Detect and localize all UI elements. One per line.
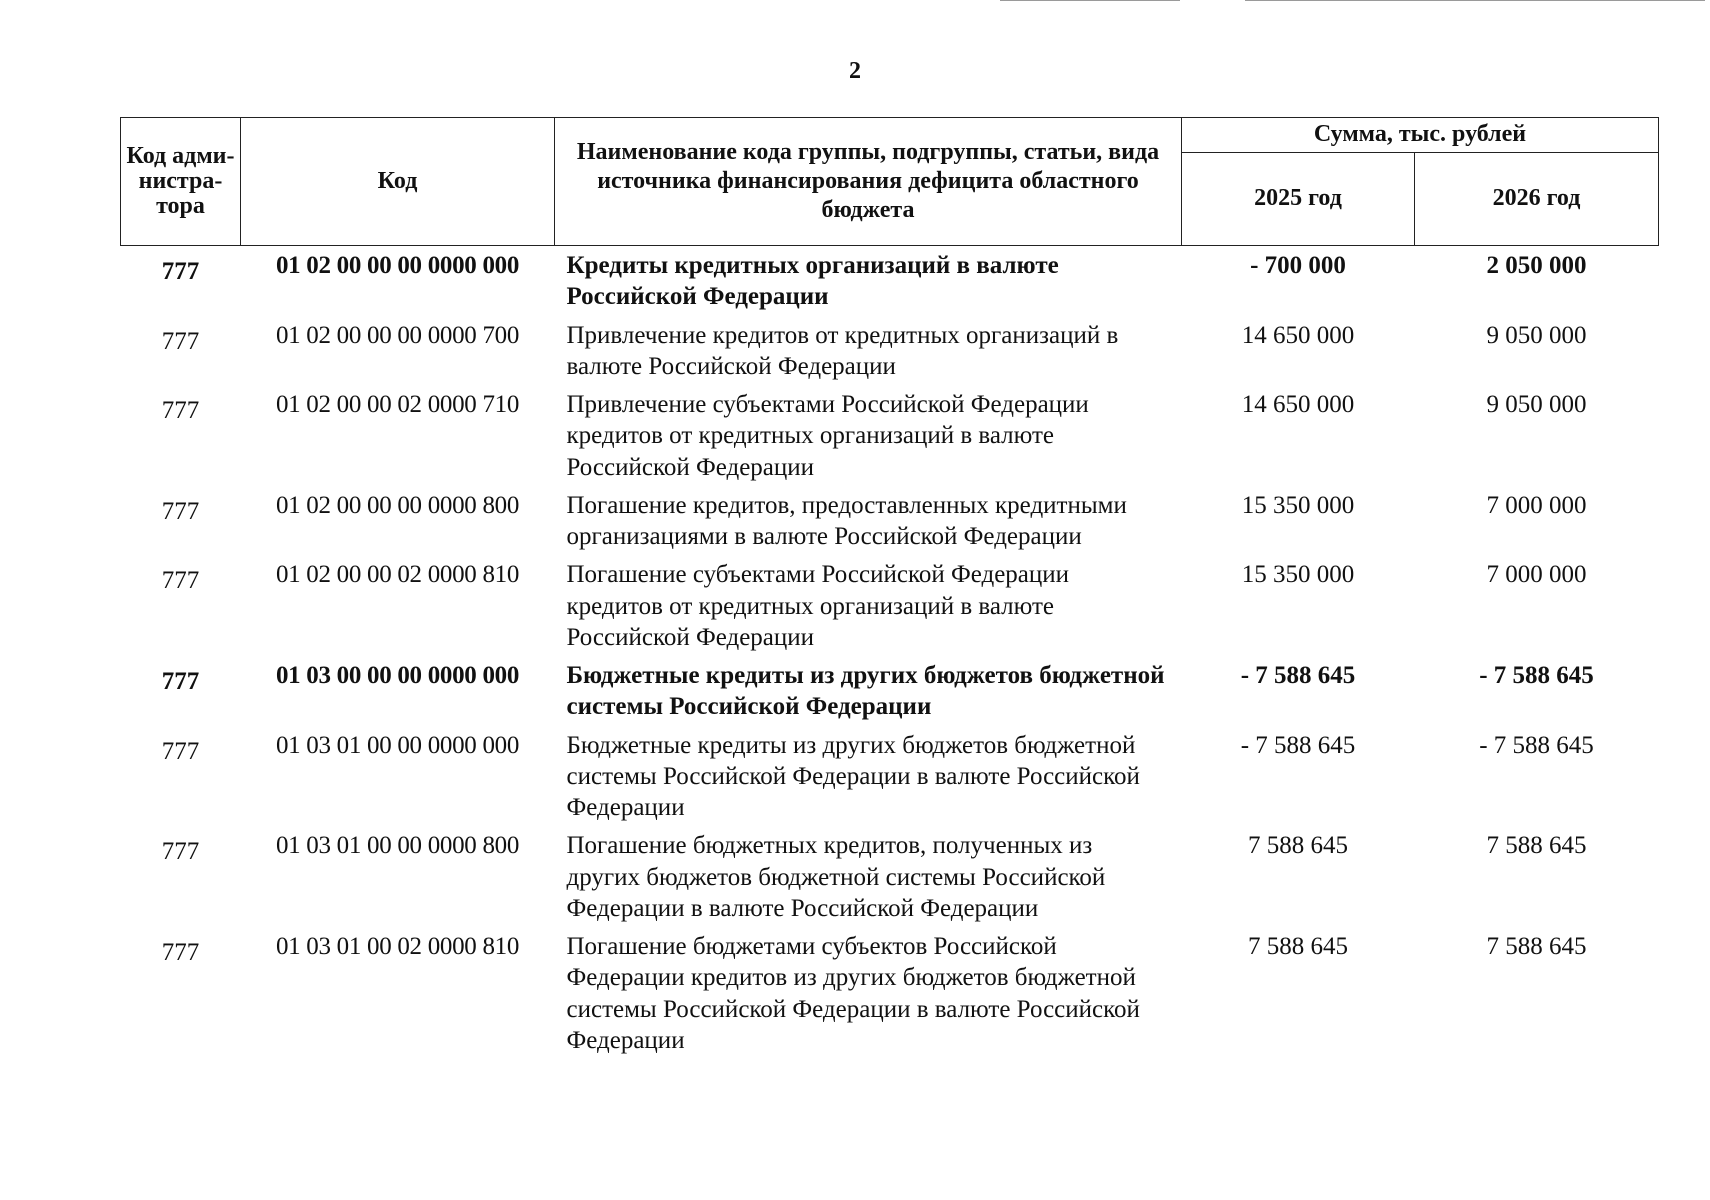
admin-code-cell: 777	[161, 258, 200, 285]
item-name-cell: Погашение бюджетных кредитов, полученных из других бюджетов бюджетной системы Российской Федерации в валюте Российской Федерации	[566, 832, 1106, 922]
table-row	[121, 246, 1659, 316]
header-year-2026: 2026 год	[1415, 153, 1659, 246]
amount-2025-cell: 15 350 000	[1241, 491, 1355, 519]
admin-code-cell: 777	[161, 497, 200, 525]
item-name-cell: Погашение субъектами Российской Федерации кредитов от кредитных организаций в валюте Российской Федерации	[566, 561, 1070, 651]
item-name-cell: Бюджетные кредиты из других бюджетов бюджетной системы Российской Федерации в валюте Российской Федерации	[566, 731, 1140, 821]
admin-code-cell: 777	[161, 397, 200, 424]
amount-2025-cell: 14 650 000	[1241, 321, 1355, 349]
item-name-cell: Погашение бюджетами субъектов Российской Федерации кредитов из других бюджетов бюджетной системы Российской Федерации в валюте Российской Федерации	[566, 933, 1140, 1054]
table-header	[121, 118, 1659, 246]
amount-2026-cell: 7 588 645	[1486, 933, 1587, 960]
header-admin-code: Код адми-нистра-тора	[121, 118, 241, 246]
table-row	[121, 656, 1659, 726]
budget-code-cell: 01 03 01 00 02 0000 810	[275, 933, 520, 960]
table-row	[121, 927, 1659, 1059]
amount-2025-cell: 14 650 000	[1241, 391, 1355, 418]
scan-edge-line	[1000, 0, 1180, 1]
table-row	[121, 826, 1659, 927]
amount-2025-cell: 15 350 000	[1241, 561, 1355, 589]
header-year-2025: 2025 год	[1182, 153, 1415, 246]
admin-code-cell: 777	[161, 737, 200, 765]
item-name-cell: Бюджетные кредиты из других бюджетов бюджетной системы Российской Федерации	[566, 662, 1165, 721]
amount-2026-cell: 2 050 000	[1486, 252, 1587, 279]
amount-2025-cell: - 700 000	[1250, 252, 1346, 279]
amount-2026-cell: 7 000 000	[1486, 561, 1587, 589]
amount-2026-cell: 7 000 000	[1486, 491, 1587, 519]
amount-2026-cell: - 7 588 645	[1479, 662, 1594, 689]
header-name: Наименование кода группы, подгруппы, статьи, вида источника финансирования дефицита областного бюджета	[555, 118, 1182, 246]
amount-2025-cell: - 7 588 645	[1240, 731, 1356, 759]
budget-code-cell: 01 02 00 00 02 0000 710	[275, 391, 520, 418]
budget-code-cell: 01 02 00 00 00 0000 800	[275, 491, 520, 519]
admin-code-cell: 777	[161, 838, 200, 866]
table-row	[121, 555, 1659, 656]
amount-2026-cell: 9 050 000	[1486, 391, 1587, 418]
item-name-cell: Погашение кредитов, предоставленных кредитными организациями в валюте Российской Федерации	[566, 491, 1127, 550]
amount-2025-cell: - 7 588 645	[1240, 662, 1356, 689]
table-row	[121, 316, 1659, 386]
scan-edge-line	[1245, 0, 1705, 1]
admin-code-cell: 777	[161, 939, 200, 966]
admin-code-cell: 777	[161, 567, 200, 595]
budget-code-cell: 01 03 01 00 00 0000 000	[275, 731, 520, 759]
budget-code-cell: 01 03 00 00 00 0000 000	[275, 662, 520, 689]
budget-code-cell: 01 02 00 00 00 0000 700	[275, 321, 520, 349]
budget-code-cell: 01 03 01 00 00 0000 800	[275, 832, 520, 860]
budget-code-cell: 01 02 00 00 02 0000 810	[275, 561, 520, 589]
amount-2026-cell: 9 050 000	[1486, 321, 1587, 349]
table-row	[121, 486, 1659, 556]
admin-code-cell: 777	[161, 327, 200, 355]
item-name-cell: Привлечение субъектами Российской Федерации кредитов от кредитных организаций в валюте Российской Федерации	[566, 391, 1089, 481]
table-body	[121, 246, 1659, 1060]
table-row	[121, 385, 1659, 486]
item-name-cell: Привлечение кредитов от кредитных организаций в валюте Российской Федерации	[566, 321, 1119, 380]
amount-2025-cell: 7 588 645	[1248, 933, 1348, 960]
header-sum: Сумма, тыс. рублей	[1182, 118, 1659, 153]
page-number: 2	[849, 58, 861, 84]
admin-code-cell: 777	[161, 668, 200, 695]
amount-2026-cell: - 7 588 645	[1479, 731, 1594, 759]
budget-code-cell: 01 02 00 00 00 0000 000	[275, 252, 520, 279]
table-row	[121, 726, 1659, 827]
amount-2025-cell: 7 588 645	[1248, 832, 1348, 860]
financing-sources-table	[120, 117, 1659, 1059]
amount-2026-cell: 7 588 645	[1486, 832, 1587, 860]
header-code: Код	[241, 118, 555, 246]
item-name-cell: Кредиты кредитных организаций в валюте Российской Федерации	[566, 252, 1059, 311]
